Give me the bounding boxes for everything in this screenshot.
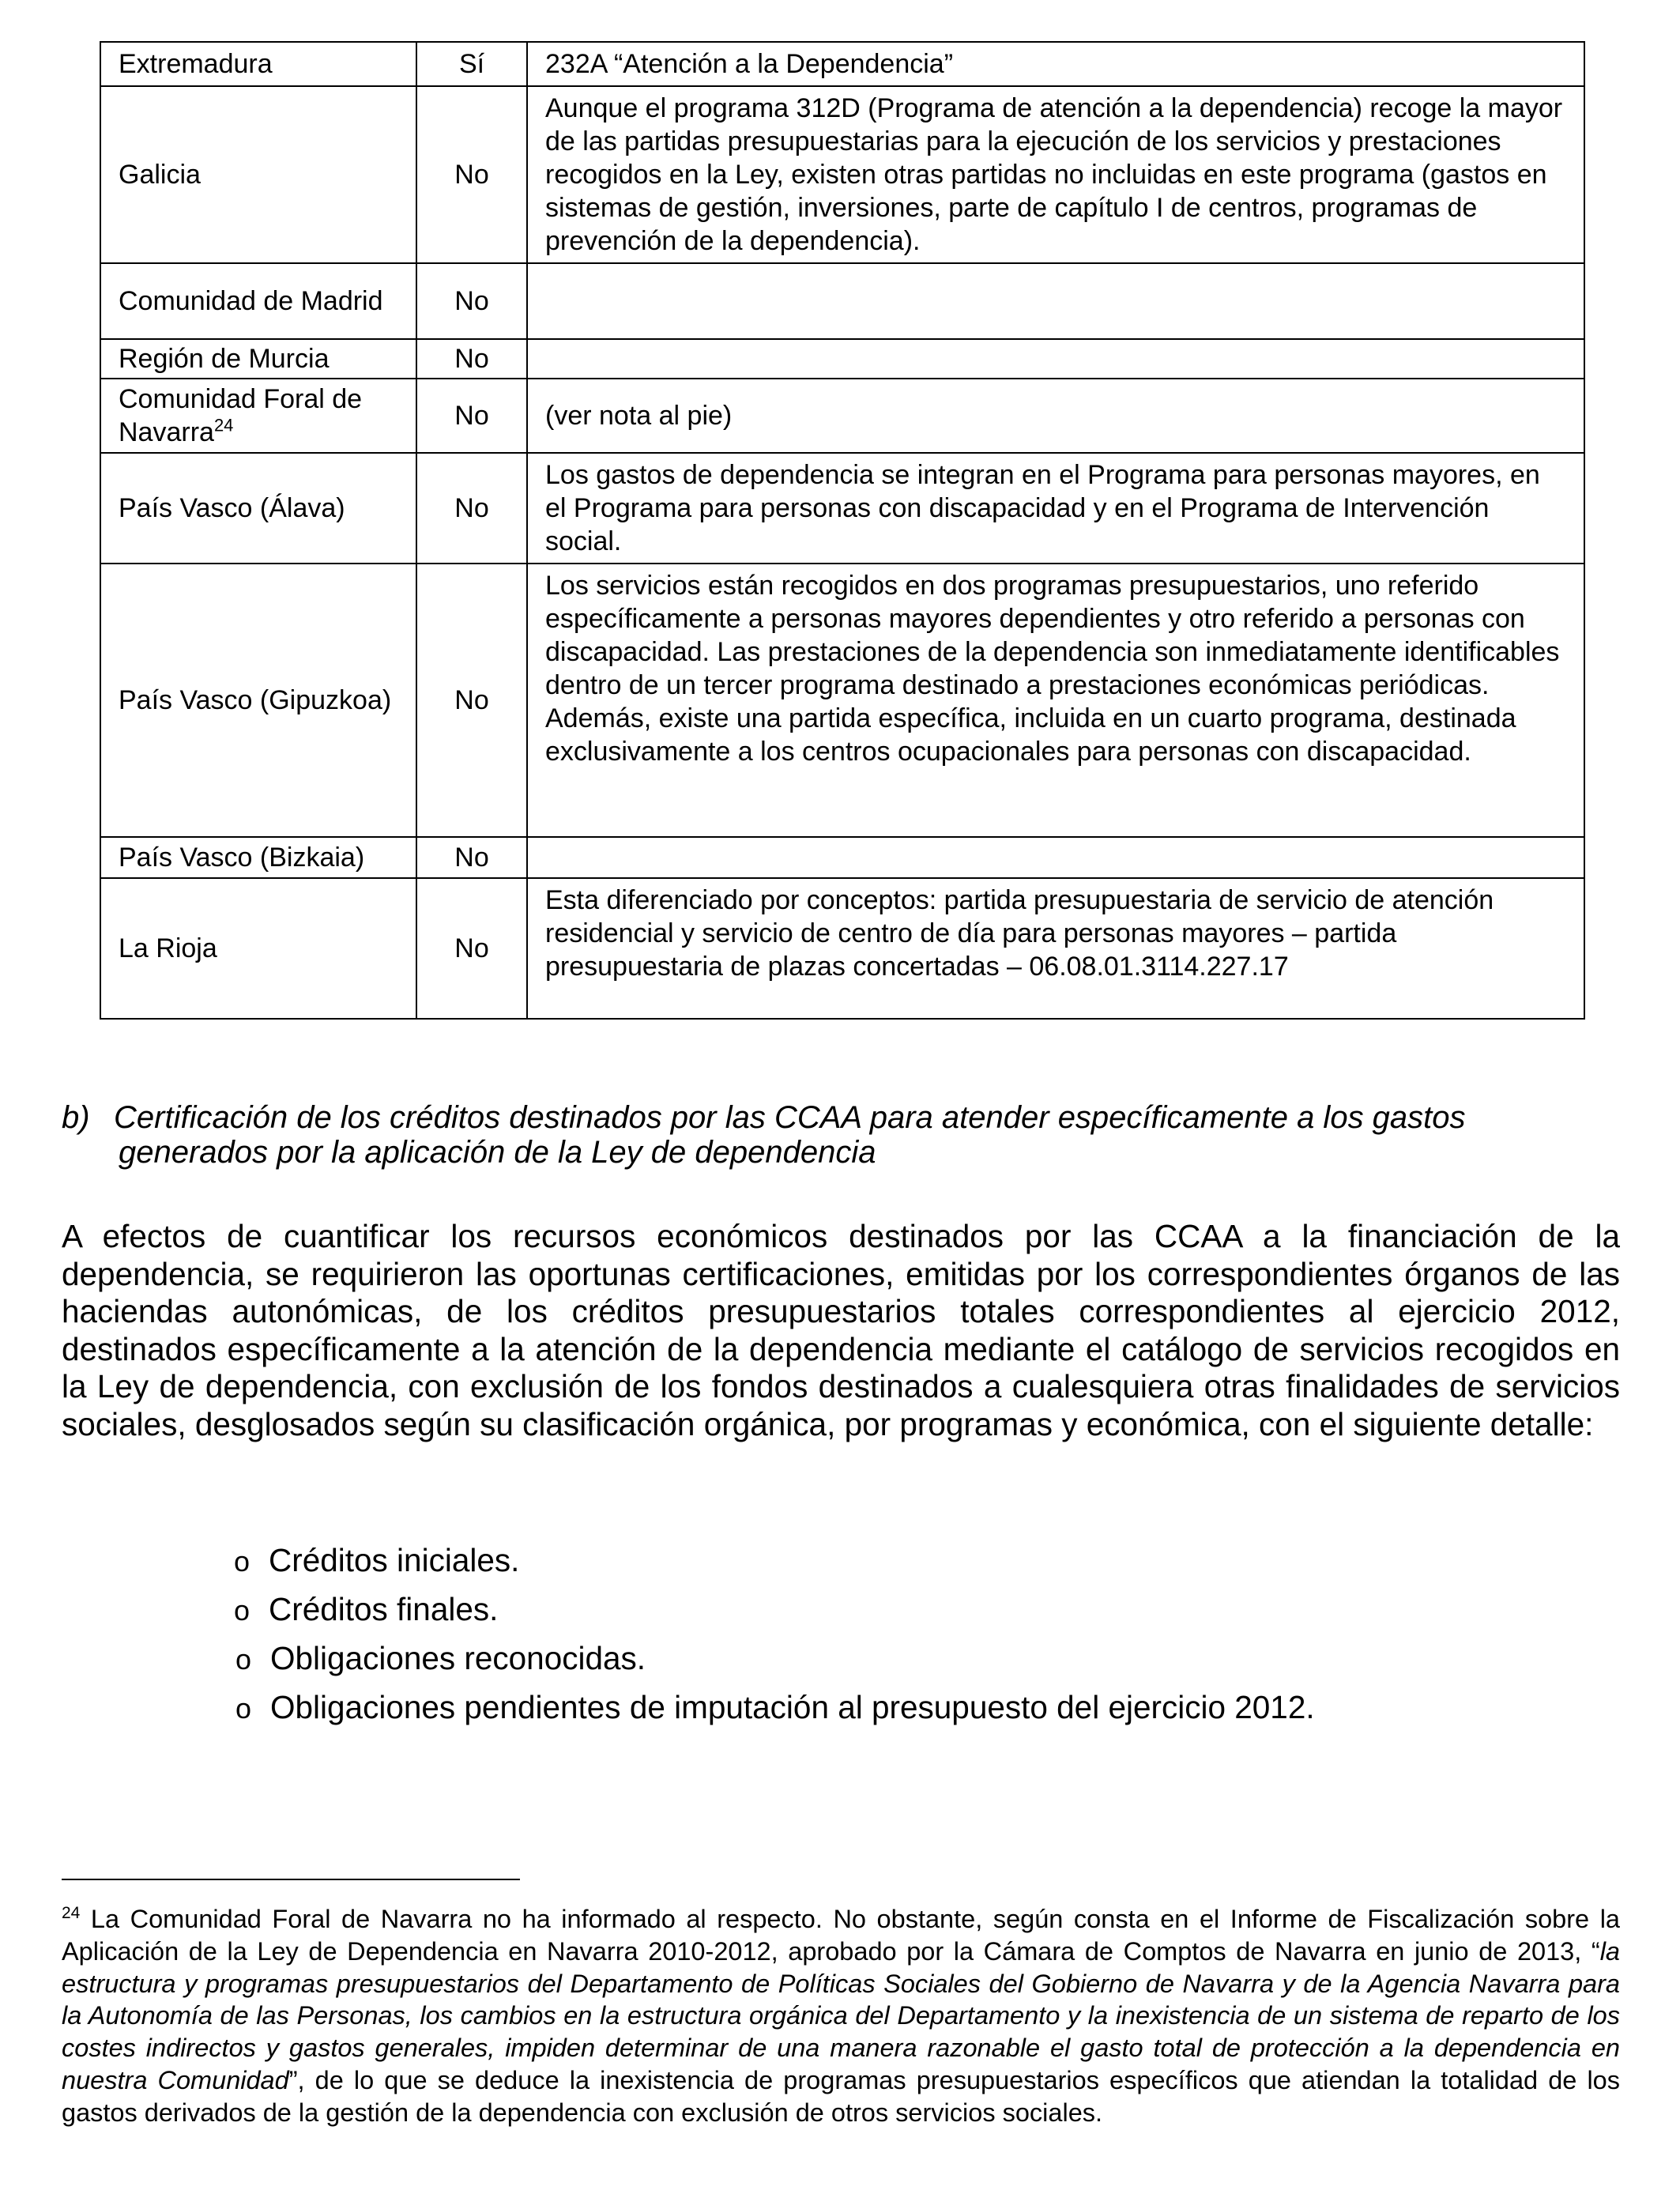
footnote-number: 24: [62, 1904, 81, 1923]
list-item-text: Obligaciones reconocidas.: [270, 1640, 646, 1676]
observation-cell: [527, 339, 1584, 379]
answer-cell: No: [416, 564, 527, 837]
region-cell: País Vasco (Álava): [100, 453, 416, 564]
section-heading-line1: [62, 1100, 1626, 1135]
table-row: [100, 86, 1584, 263]
footnote-text-end: ”, de lo que se deduce la inexistencia de programas presupuestarios específicos que atiendan la totalidad de los gastos derivados de la gestión de la dependencia con exclusión de otros servicios sociales.: [62, 2065, 1620, 2127]
observation-cell: 232A “Atención a la Dependencia”: [527, 42, 1584, 86]
footnote-quote: la estructura y programas presupuestarios del Departamento de Políticas Sociales del Gobierno de Navarra y de la Agencia Navarra para la Autonomía de las Personas, los cambios en la estructura orgánica del Departamento y la inexistencia de un sistema de reparto de los costes indirectos y gastos generales, impiden determinar de una manera razonable el gasto total de protección a la dependencia en nuestra Comunidad: [62, 1936, 1620, 2094]
table-row: [100, 564, 1584, 837]
table-row: [100, 878, 1584, 1019]
region-text: Comunidad Foral de Navarra: [119, 384, 363, 447]
answer-cell: No: [416, 379, 527, 453]
observation-cell: Los servicios están recogidos en dos programas presupuestarios, uno referido específicamente a personas mayores dependientes y otro referido a personas con discapacidad. Las prestaciones de la dependencia son inmediatamente identificables dentro de un tercer programa destinado a prestaciones económicas periódicas. Además, existe una partida específica, incluida en un cuarto programa, destinada exclusivamente a los centros ocupacionales para personas con discapacidad.: [527, 564, 1584, 837]
body-paragraph: A efectos de cuantificar los recursos económicos destinados por las CCAA a la financiación de la dependencia, se requirieron las oportunas certificaciones, emitidas por los correspondientes órganos de las haciendas autonómicas, de los créditos presupuestarios totales correspondientes al ejercicio 2012, destinados específicamente a la atención de la dependencia mediante el catálogo de servicios recogidos en la Ley de dependencia, con exclusión de los fondos destinados a cualesquiera otras finalidades de servicios sociales, desglosados según su clasificación orgánica, por programas y económica, con el siguiente detalle:: [62, 1218, 1620, 1442]
bullet-icon: o: [235, 1692, 252, 1725]
region-cell: Extremadura: [100, 42, 416, 86]
table-row: [100, 379, 1584, 453]
observation-cell: Aunque el programa 312D (Programa de atención a la dependencia) recoge la mayor de las partidas presupuestarias para la ejecución de los servicios y prestaciones recogidos en la Ley, existen otras partidas no incluidas en este programa (gastos en sistemas de gestión, inversiones, parte de capítulo I de centros, programas de prevención de la dependencia).: [527, 86, 1584, 263]
observation-cell: [527, 837, 1584, 878]
region-cell: Comunidad de Madrid: [100, 263, 416, 339]
bullet-icon: o: [234, 1594, 250, 1627]
list-item: [234, 1683, 1315, 1732]
region-cell: País Vasco (Bizkaia): [100, 837, 416, 878]
region-cell: Región de Murcia: [100, 339, 416, 379]
list-item: [234, 1585, 1315, 1634]
footnote-text-start: La Comunidad Foral de Navarra no ha informado al respecto. No obstante, según consta en el Informe de Fiscalización sobre la Aplicación de la Ley de Dependencia en Navarra 2010-2012, aprobado por la Cámara de Comptos de Navarra en junio de 2013, “: [62, 1905, 1620, 1966]
budget-programs-table: [100, 41, 1585, 1020]
bullet-icon: o: [235, 1643, 252, 1676]
answer-cell: No: [416, 86, 527, 263]
answer-cell: No: [416, 263, 527, 339]
observation-cell: Esta diferenciado por conceptos: partida presupuestaria de servicio de atención residencial y servicio de centro de día para personas mayores – partida presupuestaria de plazas concertadas – 06.08.01.3114.227.17: [527, 878, 1584, 1019]
table-row: [100, 837, 1584, 878]
footnote: [62, 1903, 1620, 2129]
answer-cell: No: [416, 453, 527, 564]
list-item: [234, 1634, 1315, 1683]
observation-cell: (ver nota al pie): [527, 379, 1584, 453]
observation-cell: [527, 263, 1584, 339]
answer-cell: Sí: [416, 42, 527, 86]
table-row: [100, 453, 1584, 564]
section-heading: [62, 1100, 1626, 1170]
list-item-text: Créditos iniciales.: [269, 1542, 520, 1578]
region-cell: Galicia: [100, 86, 416, 263]
section-title-line1: Certificación de los créditos destinados por las CCAA para atender específicamente a los gastos: [114, 1100, 1466, 1135]
list-item-text: Créditos finales.: [269, 1591, 499, 1627]
footnote-ref: 24: [213, 415, 234, 435]
observation-cell: Los gastos de dependencia se integran en el Programa para personas mayores, en el Programa para personas con discapacidad y en el Programa de Intervención social.: [527, 453, 1584, 564]
region-cell: La Rioja: [100, 878, 416, 1019]
table-row: [100, 42, 1584, 86]
detail-list: [234, 1536, 1315, 1732]
answer-cell: No: [416, 339, 527, 379]
table-row: [100, 339, 1584, 379]
answer-cell: No: [416, 878, 527, 1019]
section-marker: b): [62, 1100, 90, 1135]
table-row: [100, 263, 1584, 339]
region-cell: [100, 379, 416, 453]
answer-cell: No: [416, 837, 527, 878]
bullet-icon: o: [234, 1545, 250, 1578]
list-item: [234, 1536, 1315, 1585]
region-cell: País Vasco (Gipuzkoa): [100, 564, 416, 837]
section-title-line2: generados por la aplicación de la Ley de dependencia: [119, 1135, 876, 1170]
footnote-separator: [62, 1879, 520, 1880]
list-item-text: Obligaciones pendientes de imputación al presupuesto del ejercicio 2012.: [270, 1689, 1315, 1725]
